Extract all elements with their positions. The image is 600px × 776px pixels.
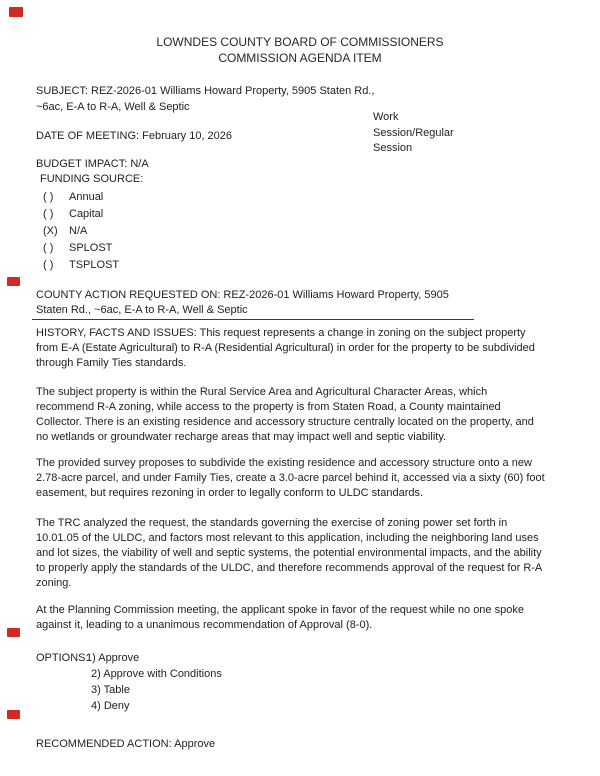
funding-option-row	[43, 240, 548, 257]
funding-option-label: N/A	[69, 224, 88, 237]
revision-flag-icon	[7, 277, 20, 286]
revision-flag-icon	[7, 628, 20, 637]
document-title	[0, 34, 600, 66]
option-item: 3) Table	[91, 683, 130, 696]
history-paragraph: HISTORY, FACTS AND ISSUES: This request represents a change in zoning on the subject property from E-A (Estate Agricultural) to R-A (Residential Agricultural) in order for the property to be subdivided through Family Ties standards.	[36, 326, 535, 369]
recommended-action-text: RECOMMENDED ACTION: Approve	[36, 737, 216, 750]
paragraph: The TRC analyzed the request, the standards governing the exercise of zoning power set forth in 10.01.05 of the ULDC, and factors most relevant to this application, including the neighboring land uses and lot sizes, the viability of well and septic systems, the potential environmental impacts, and the ability to properly apply the standards of the ULDC, and therefore recommends approval of the request for R-A zoning.	[36, 516, 542, 589]
subject-text: SUBJECT: REZ-2026-01 Williams Howard Property, 5905 Staten Rd., ~6ac, E-A to R-A, Well & Septic	[36, 85, 375, 113]
session-type-text: Work Session/Regular Session	[373, 111, 454, 154]
checkbox-marker: ( )	[43, 207, 54, 220]
funding-option-row	[43, 189, 548, 206]
option-item: 4) Deny	[91, 699, 130, 712]
funding-option-label: Annual	[69, 190, 104, 203]
meeting-date-text: DATE OF MEETING: February 10, 2026	[36, 130, 233, 142]
option-item: 2) Approve with Conditions	[91, 667, 222, 680]
document-body	[36, 84, 548, 752]
funding-option-label: SPLOST	[69, 241, 113, 254]
funding-option-label: TSPLOST	[69, 258, 120, 271]
document-title-line1: LOWNDES COUNTY BOARD OF COMMISSIONERS	[156, 35, 444, 49]
options-list	[86, 650, 222, 714]
checkbox-marker: (X)	[43, 224, 58, 237]
funding-option-label: Capital	[69, 207, 104, 220]
funding-options-list	[36, 189, 548, 274]
checkbox-marker: ( )	[43, 190, 54, 203]
funding-option-row	[43, 206, 548, 223]
options-label: OPTIONS:	[36, 651, 89, 664]
funding-source-label: FUNDING SOURCE:	[40, 173, 144, 185]
county-action-requested-text: COUNTY ACTION REQUESTED ON: REZ-2026-01 Williams Howard Property, 5905 Staten Rd., ~6ac, E-A to R-A, Well & Septic	[32, 288, 474, 320]
options-section	[36, 650, 548, 714]
paragraph: At the Planning Commission meeting, the applicant spoke in favor of the request while no one spoke against it, leading to a unanimous recommendation of Approval (8-0).	[36, 603, 524, 631]
checkbox-marker: ( )	[43, 241, 54, 254]
budget-impact-text: BUDGET IMPACT: N/A	[36, 157, 149, 170]
funding-option-row	[43, 257, 548, 274]
option-item: 1) Approve	[86, 651, 140, 664]
funding-option-row	[43, 223, 548, 240]
paragraph: The provided survey proposes to subdivide the existing residence and accessory structure onto a new 2.78-acre parcel, and under Family Ties, create a 3.0-acre parcel behind it, accessed via a sixty (60) foot easement, but requires rezoning in order to legally conform to ULDC standards.	[36, 456, 545, 499]
document-title-line2: COMMISSION AGENDA ITEM	[218, 51, 382, 65]
revision-flag-icon	[7, 710, 20, 719]
revision-flag-icon	[9, 7, 23, 17]
checkbox-marker: ( )	[43, 258, 54, 271]
paragraph: The subject property is within the Rural Service Area and Agricultural Character Areas, which recommend R-A zoning, while access to the property is from Staten Road, a County maintained Collector. There is an existing residence and accessory structure centrally located on the property, and no wetlands or groundwater recharge areas that may impact well and septic viability.	[36, 385, 534, 443]
